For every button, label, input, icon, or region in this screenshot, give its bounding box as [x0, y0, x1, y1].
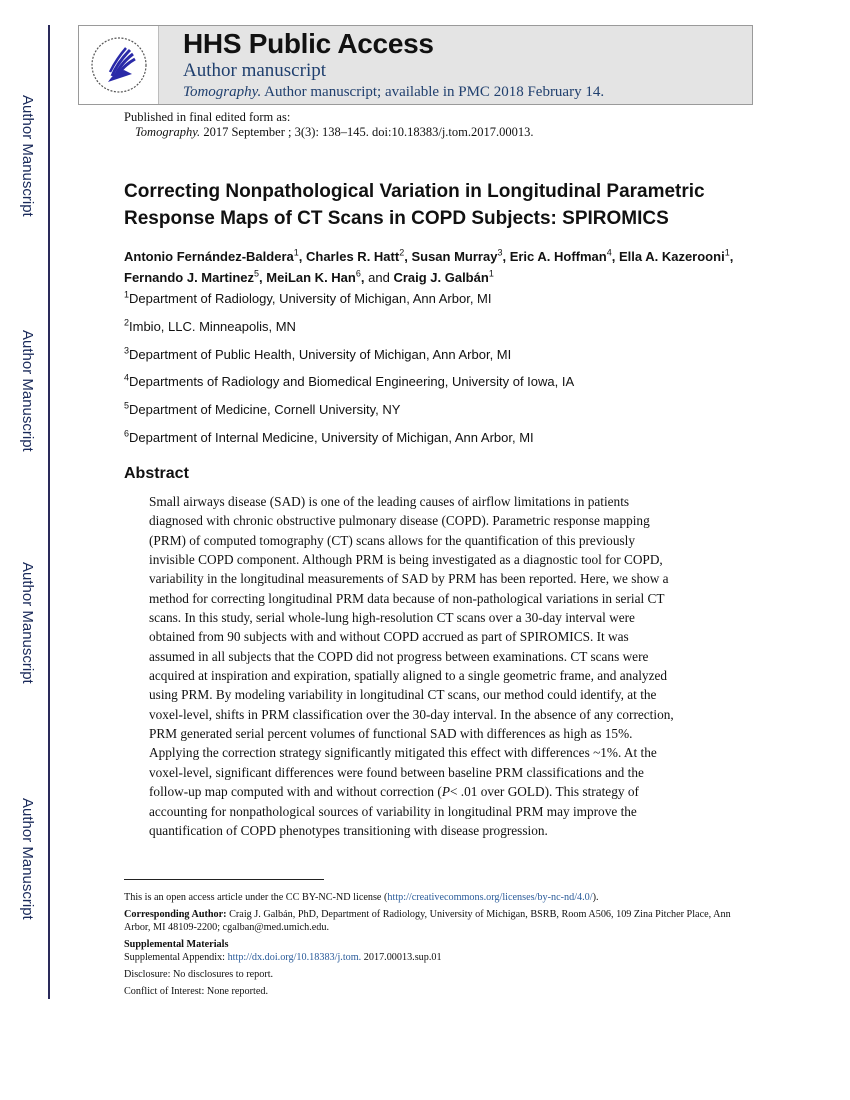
citation-journal: Tomography. — [135, 125, 201, 139]
author: Fernando J. Martinez — [124, 270, 255, 285]
hhs-public-access-header — [78, 25, 753, 105]
hhs-eagle-seal-icon — [86, 32, 152, 98]
license-end: ). — [592, 892, 599, 903]
affil-sup: 5 — [124, 400, 130, 411]
affil-sup: 3 — [124, 345, 130, 356]
license-text: This is an open access article under the CC BY-NC-ND license ( — [124, 892, 388, 903]
abstract-line: diagnosed with chronic obstructive pulmonary disease (COPD). Parametric response mapping — [149, 513, 650, 529]
availability-text: Author manuscript; available in PMC 2018 February 14. — [261, 84, 605, 100]
hhs-title: HHS Public Access — [183, 28, 434, 59]
title-line: Correcting Nonpathological Variation in Longitudinal Parametric — [124, 181, 705, 202]
author-sup: 6 — [355, 268, 361, 279]
abstract-line: PRM generated serial percent volumes of functional SAD with differences as high as 15%. — [149, 726, 633, 742]
abstract-line: assumed in all subjects that the COPD did not progress between examinations. CT scans were — [149, 648, 649, 664]
author: Charles R. Hatt — [306, 249, 400, 264]
disclosure-note: Disclosure: No disclosures to report. — [124, 969, 274, 981]
footnote-divider — [124, 879, 324, 880]
abstract-line: scans. In this study, serial whole-lung high-resolution CT scans over a 30-day interval were — [149, 610, 635, 626]
affil-sup: 1 — [124, 289, 130, 300]
margin-label-author-manuscript: Author Manuscript — [19, 95, 36, 217]
affil-text: Department of Public Health, University of Michigan, Ann Arbor, MI — [129, 346, 512, 362]
license-link[interactable]: http://creativecommons.org/licenses/by-nc-nd/4.0/ — [387, 892, 593, 903]
affil-sup: 6 — [124, 428, 130, 439]
affil-text: Departments of Radiology and Biomedical Engineering, University of Iowa, IA — [129, 374, 575, 390]
abstract-line: (PRM) of computed tomography (CT) scans allows for the quantification of this previously — [149, 532, 635, 548]
abstract-line: voxel-level, significant differences were found between baseline PRM classifications and the — [149, 764, 644, 780]
abstract-line: using PRM. By modeling variability in longitudinal CT scans, our method could identify, at the — [149, 687, 657, 703]
paper-title — [124, 178, 764, 232]
author-sup: 3 — [497, 247, 503, 258]
citation-line — [124, 125, 534, 140]
affiliation — [124, 428, 744, 456]
abstract-line: Applying the correction strategy significantly mitigated this effect with differences ~1%. At the — [149, 745, 657, 761]
affiliation-list — [124, 289, 744, 456]
affil-text: Department of Radiology, University of Michigan, Ann Arbor, MI — [129, 291, 492, 306]
license-note — [124, 892, 744, 904]
affil-text: Department of Medicine, Cornell University, NY — [129, 402, 401, 418]
abstract-line — [149, 782, 709, 801]
abstract-line: invisible COPD component. Although PRM is being investigated as a diagnostic tool for COPD, — [149, 552, 663, 568]
conflict-note: Conflict of Interest: None reported. — [124, 986, 268, 998]
author-sup: 4 — [606, 247, 612, 258]
corresponding-text: Craig J. Galbán, PhD, Department of Radiology, University of Michigan, BSRB, Room A506, 109 Zina Pitcher Place, Ann Arbor, MI 48109-2200; cgalban@med.umich.edu. — [124, 909, 731, 933]
footnotes — [124, 892, 744, 1004]
abstract-line: accounting for nonpathological sources of variability in longitudinal PRM may improve the — [149, 803, 637, 819]
abstract-line: acquired at inspiration and expiration, spatially aligned to a single geometric frame, and analyzed — [149, 668, 668, 684]
affil-text: Department of Internal Medicine, University of Michigan, Ann Arbor, MI — [129, 429, 534, 445]
journal-name: Tomography. — [183, 84, 262, 100]
author: MeiLan K. Han — [266, 270, 356, 285]
affiliation — [124, 289, 744, 317]
supplemental-note — [124, 939, 744, 964]
supplemental-link[interactable]: http://dx.doi.org/10.18383/j.tom. — [227, 951, 362, 963]
margin-label-author-manuscript: Author Manuscript — [19, 798, 36, 920]
affil-sup: 2 — [124, 317, 130, 328]
abstract-text: < .01 over GOLD). This strategy of — [449, 784, 639, 800]
corresponding-label: Corresponding Author: — [124, 909, 227, 921]
author: Antonio Fernández-Baldera — [124, 249, 294, 264]
author: Ella A. Kazerooni — [618, 249, 725, 264]
author: Susan Murray — [411, 249, 498, 264]
abstract-body — [149, 492, 709, 840]
left-margin-rule — [48, 25, 50, 999]
and-word: and — [368, 270, 390, 285]
citation-details: 2017 September ; 3(3): 138–145. doi:10.18383/j.tom.2017.00013. — [200, 125, 534, 139]
supplemental-label: Supplemental Materials — [124, 939, 229, 951]
hhs-logo — [79, 26, 159, 104]
abstract-line: quantification of COPD phenotypes transitioning with disease progression. — [149, 822, 548, 838]
abstract-line: Small airways disease (SAD) is one of the leading causes of airflow limitations in patients — [149, 494, 630, 509]
manuscript-type: Author manuscript — [183, 60, 327, 81]
abstract-line: variability in the longitudinal measurements of SAD by PRM has been reported. Here, we show a — [149, 571, 669, 587]
published-citation — [124, 110, 534, 140]
margin-label-author-manuscript: Author Manuscript — [19, 562, 36, 684]
published-label: Published in final edited form as: — [124, 110, 291, 124]
supplemental-prefix: Supplemental Appendix: — [124, 951, 228, 963]
author-sup: 5 — [254, 268, 260, 279]
author-list: Antonio Fernández-Baldera$^1$, Charles R. Hatt$^2$, Susan Murray$^3$, Eric A. Hoffman$^4$, Ella A. Kazerooni$^1$, Fernando J. Martinez$^5$, MeiLan K. Han$^6$, and Craig J. Galbán$^1$ — [124, 247, 734, 285]
abstract-line: voxel-level, shifts in PRM classification over the 30-day interval. In the absence of any correction, — [149, 706, 674, 722]
corresponding-author-note — [124, 909, 744, 934]
author: Eric A. Hoffman — [509, 249, 607, 264]
author-sup: 2 — [399, 247, 405, 258]
supplemental-suffix: 2017.00013.sup.01 — [361, 951, 442, 963]
author-sup: 1 — [488, 268, 494, 279]
affiliation — [124, 400, 744, 428]
availability-note — [183, 82, 604, 102]
author-sup: 1 — [724, 247, 730, 258]
affiliation — [124, 345, 744, 373]
author: Craig J. Galbán — [393, 270, 489, 285]
margin-label-author-manuscript: Author Manuscript — [19, 330, 36, 452]
abstract-text: follow-up map computed with and without correction ( — [149, 784, 442, 800]
affil-sup: 4 — [124, 373, 130, 384]
abstract-heading: Abstract — [124, 465, 189, 482]
author-sup: 1 — [293, 247, 299, 258]
p-value-symbol: P — [441, 784, 450, 800]
title-line: Response Maps of CT Scans in COPD Subjects: SPIROMICS — [124, 208, 669, 229]
abstract-line: obtained from 90 subjects with and without COPD accrued as part of SPIROMICS. It was — [149, 629, 629, 645]
affiliation — [124, 372, 744, 400]
affiliation — [124, 317, 744, 345]
affil-text: Imbio, LLC. Minneapolis, MN — [129, 318, 296, 334]
abstract-line: method for correcting longitudinal PRM data because of non-pathological variations in serial CT — [149, 590, 665, 606]
